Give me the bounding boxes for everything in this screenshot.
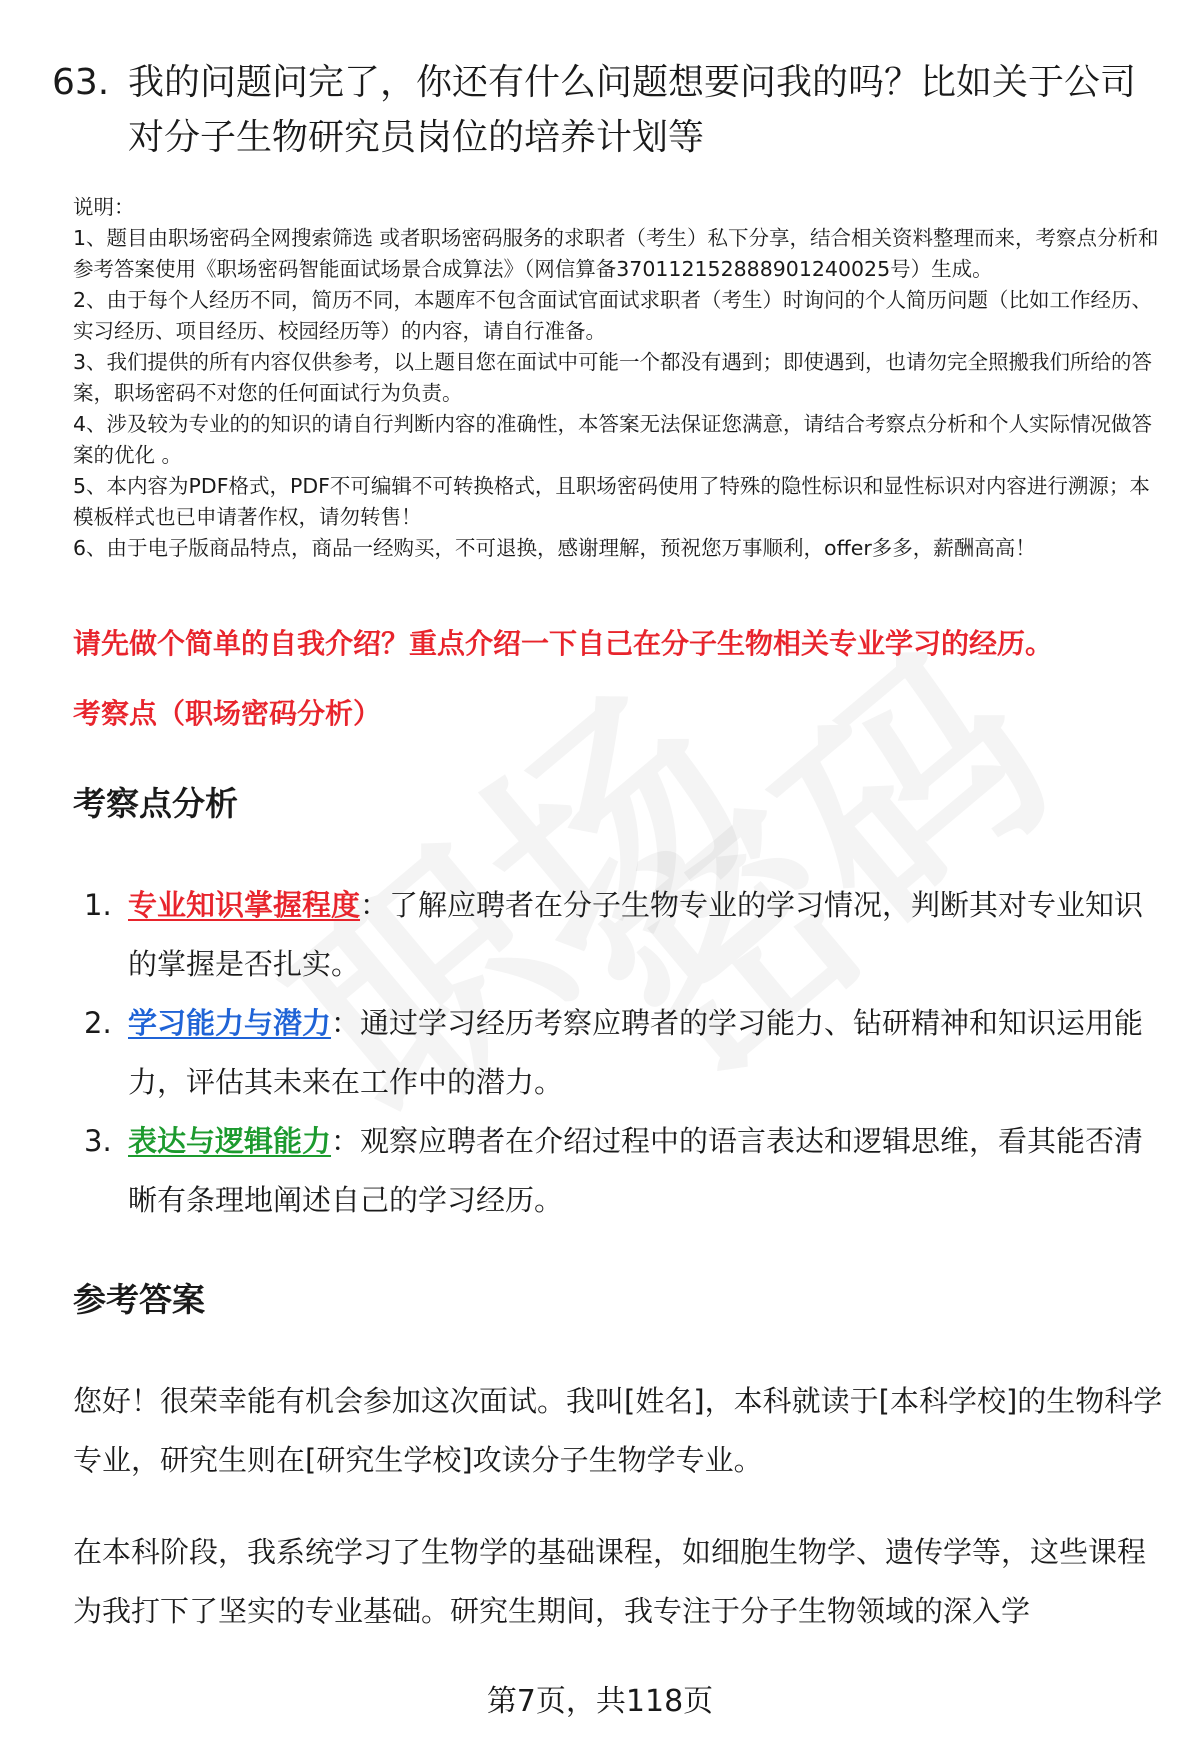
analysis-point [80, 1112, 1160, 1230]
note-item: 4、涉及较为专业的的知识的请自行判断内容的准确性，本答案无法保证您满意，请结合考察点分析和个人实际情况做答案的优化 。 [73, 412, 1153, 467]
analysis-heading: 考察点分析 [73, 784, 238, 823]
note-item: 6、由于电子版商品特点，商品一经购买，不可退换，感谢理解，预祝您万事顺利，offer多多，薪酬高高！ [73, 536, 1036, 560]
point-number: 2. [84, 1006, 112, 1040]
analysis-point [80, 994, 1160, 1112]
answer-text: 在本科阶段，我系统学习了生物学的基础课程，如细胞生物学、遗传学等，这些课程为我打下了坚实的专业基础。研究生期间，我专注于分子生物领域的深入学 [73, 1535, 1147, 1628]
notes-heading: 说明： [73, 195, 135, 219]
point-text: 观察应聘者在介绍过程中的语言表达和逻辑思维，看其能否清晰有条理地阐述自己的学习经历。 [128, 1124, 1144, 1217]
point-separator: ： [360, 888, 390, 922]
question-text: 我的问题问完了，你还有什么问题想要问我的吗？比如关于公司对分子生物研究员岗位的培养计划等 [128, 62, 1137, 158]
page-footer: 第7页，共118页 [486, 1684, 714, 1719]
point-text: 了解应聘者在分子生物专业的学习情况，判断其对专业知识的掌握是否扎实。 [128, 888, 1144, 981]
point-number: 3. [84, 1124, 112, 1158]
notes-section [73, 192, 1159, 564]
analysis-points [80, 876, 1160, 1230]
note-item: 5、本内容为PDF格式，PDF不可编辑不可转换格式，且职场密码使用了特殊的隐性标识和显性标识对内容进行溯源；本模板样式也已申请著作权，请勿转售！ [73, 474, 1150, 529]
answer-paragraph [73, 1372, 1163, 1490]
point-keyword: 表达与逻辑能力 [128, 1124, 332, 1158]
point-number: 1. [84, 888, 112, 922]
note-item: 1、题目由职场密码全网搜索筛选 或者职场密码服务的求职者（考生）私下分享，结合相关资料整理而来，考察点分析和参考答案使用《职场密码智能面试场景合成算法》（网信算备370112152888901240025号）生成。 [73, 226, 1159, 281]
point-separator: ： [331, 1124, 361, 1158]
point-separator: ： [331, 1006, 361, 1040]
question-number: 63. [52, 62, 110, 103]
note-item: 2、由于每个人经历不同，简历不同，本题库不包含面试官面试求职者（考生）时询问的个人简历问题（比如工作经历、实习经历、项目经历、校园经历等）的内容，请自行准备。 [73, 288, 1153, 343]
point-keyword: 专业知识掌握程度 [128, 888, 361, 922]
point-text: 通过学习经历考察应聘者的学习能力、钻研精神和知识运用能力，评估其未来在工作中的潜力。 [128, 1006, 1144, 1099]
answer-paragraph [73, 1523, 1163, 1641]
answer-text: 您好！很荣幸能有机会参加这次面试。我叫[姓名]，本科就读于[本科学校]的生物科学专业，研究生则在[研究生学校]攻读分子生物学专业。 [73, 1384, 1163, 1477]
point-keyword: 学习能力与潜力 [128, 1006, 332, 1040]
note-item: 3、我们提供的所有内容仅供参考，以上题目您在面试中可能一个都没有遇到；即使遇到，也请勿完全照搬我们所给的答案，职场密码不对您的任何面试行为负责。 [73, 350, 1153, 405]
answer-heading: 参考答案 [73, 1280, 205, 1319]
question-title [52, 55, 1162, 165]
analysis-point [80, 876, 1160, 994]
featured-subheading: 考察点（职场密码分析） [73, 697, 382, 730]
featured-question: 请先做个简单的自我介绍？重点介绍一下自己在分子生物相关专业学习的经历。 [73, 627, 1054, 660]
